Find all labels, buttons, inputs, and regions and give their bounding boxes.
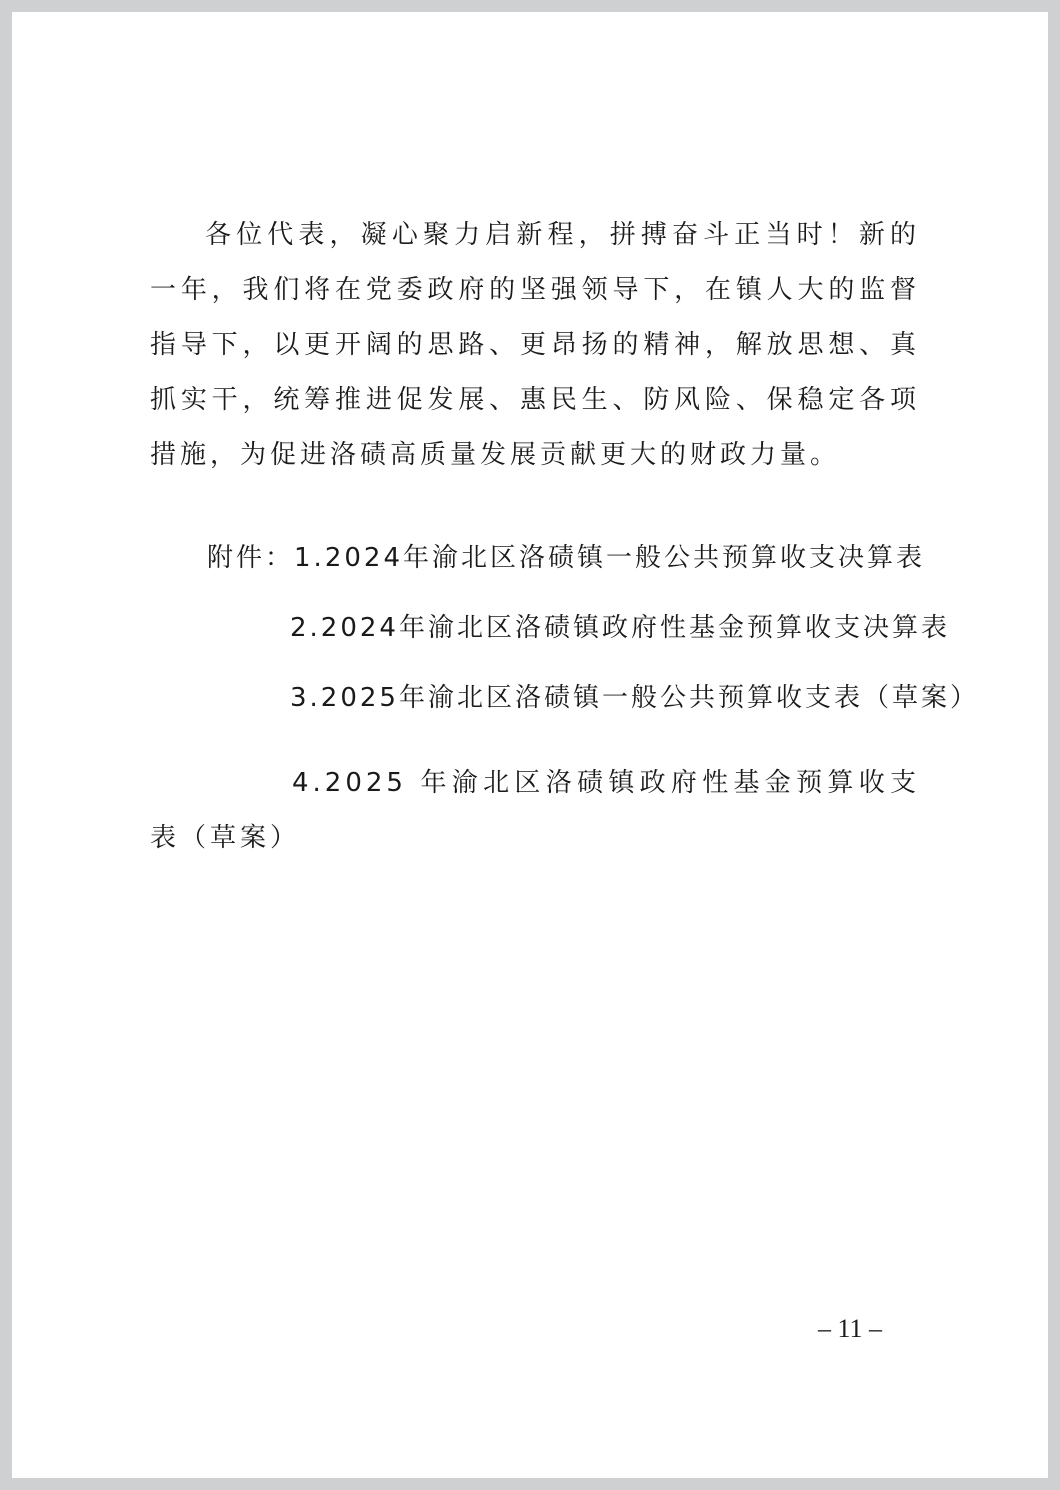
attachment-line-1 <box>207 540 925 576</box>
closing-paragraph: 各位代表，凝心聚力启新程，拼搏奋斗正当时！新的一年，我们将在党委政府的坚强领导下，在镇人大的监督指导下，以更开阔的思路、更昂扬的精神，解放思想、真抓实干，统筹推进促发展、惠民生、防风险、保稳定各项措施，为促进洛碛高质量发展贡献更大的财政力量。 <box>150 220 920 470</box>
document-page <box>12 12 1048 1478</box>
attachment-item-4: 4.2025 年渝北区洛碛镇政府性基金预算收支表（草案） <box>150 768 920 853</box>
attachment-label: 附件： <box>207 543 295 573</box>
attachment-line-2 <box>290 610 950 646</box>
attachment-item-1: 1.2024年渝北区洛碛镇一般公共预算收支决算表 <box>294 543 925 573</box>
page-number: – 11 – <box>818 1314 883 1343</box>
attachment-item-2: 2.2024年渝北区洛碛镇政府性基金预算收支决算表 <box>290 613 950 643</box>
attachment-line-3 <box>290 680 979 716</box>
attachment-item-3: 3.2025年渝北区洛碛镇一般公共预算收支表（草案） <box>290 683 979 713</box>
